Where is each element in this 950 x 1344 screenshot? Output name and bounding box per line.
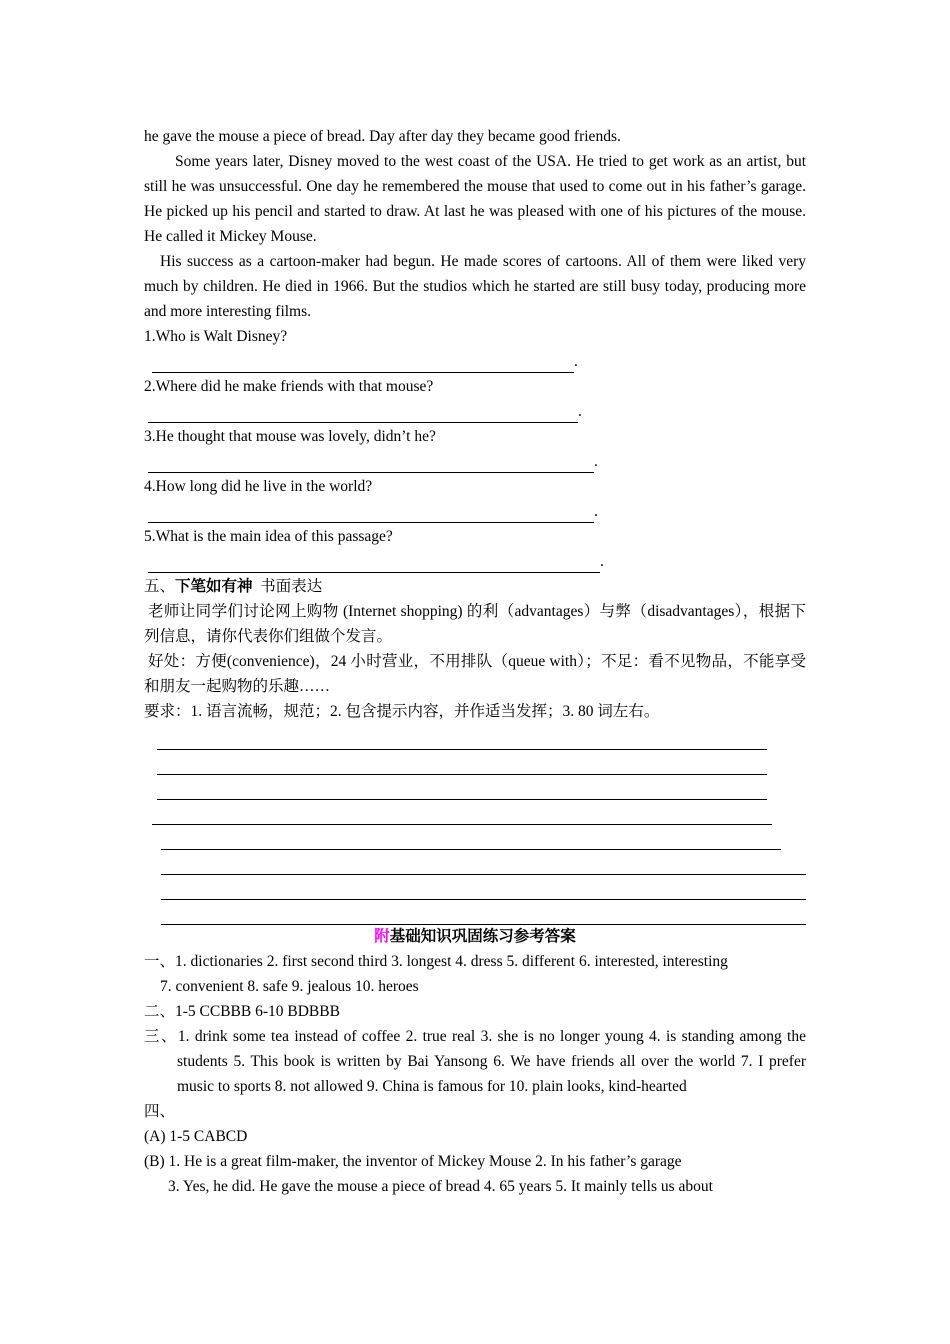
passage-paragraph-2: Some years later, Disney moved to the west coast of the USA. He tried to get work as an artist, but still he was unsuccessful. One day he remembered the mouse that used to come out in his father’s garage. He picked up his pencil and started to draw. At last he was pleased with one of his pictures of the mouse. He called it Mickey Mouse. (144, 153, 806, 245)
answer-blank-5[interactable] (144, 549, 806, 574)
answers-section-1-line-1: 1. dictionaries 2. first second third 3. longest 4. dress 5. different 6. interested, interesting (175, 953, 728, 970)
writing-heading (144, 574, 806, 599)
answers-title-text: 基础知识巩固练习参考答案 (389, 928, 576, 945)
answers-section-1-line-2: 7. convenient 8. safe 9. jealous 10. heroes (160, 978, 419, 995)
answer-blank-2[interactable] (144, 399, 806, 424)
writing-task: 老师让同学们讨论网上购物 (Internet shopping) 的利（advantages）与弊（disadvantages），根据下列信息，请你代表你们组做个发言。 (144, 603, 806, 645)
answers-section-3-label: 三、 (144, 1028, 178, 1045)
answers-section-3 (144, 1024, 806, 1099)
passage-line-1: he gave the mouse a piece of bread. Day after day they became good friends. (144, 128, 621, 145)
writing-heading-rest: 书面表达 (260, 578, 323, 595)
answers-title-prefix: 附 (374, 928, 390, 945)
answers-section-2: 二、1-5 CCBBB 6-10 BDBBB (144, 1003, 340, 1020)
writing-line[interactable] (144, 827, 806, 852)
answers-section-4-a: (A) 1-5 CABCD (144, 1128, 248, 1145)
blank-period: . (594, 453, 598, 470)
question-3: 3.He thought that mouse was lovely, didn’t he? (144, 428, 436, 445)
answers-section-4-b-line-2: 3. Yes, he did. He gave the mouse a piece of bread 4. 65 years 5. It mainly tells us about (168, 1178, 713, 1195)
writing-line[interactable] (144, 802, 806, 827)
blank-period: . (574, 353, 578, 370)
blank-period: . (594, 503, 598, 520)
writing-line[interactable] (144, 877, 806, 902)
writing-requirements: 要求：1. 语言流畅，规范；2. 包含提示内容，并作适当发挥；3. 80 词左右。 (144, 703, 660, 720)
writing-heading-number: 五、 (144, 578, 176, 595)
answers-section-4-label: 四、 (144, 1103, 176, 1120)
writing-line[interactable] (144, 777, 806, 802)
question-2: 2.Where did he make friends with that mouse? (144, 378, 434, 395)
answer-blank-4[interactable] (144, 499, 806, 524)
answers-section-4-b-line-1: (B) 1. He is a great film-maker, the inventor of Mickey Mouse 2. In his father’s garage (144, 1153, 682, 1170)
question-5: 5.What is the main idea of this passage? (144, 528, 393, 545)
document-body (144, 124, 806, 1199)
answer-blank-1[interactable] (144, 349, 806, 374)
writing-heading-bold: 下笔如有神 (175, 578, 253, 595)
answers-section-1-label: 一、 (144, 953, 176, 970)
writing-line[interactable] (144, 852, 806, 877)
question-1: 1.Who is Walt Disney? (144, 328, 288, 345)
passage-paragraph-3: His success as a cartoon-maker had begun. He made scores of cartoons. All of them were liked very much by children. He died in 1966. But the studios which he started are still busy today, producing more and more interesting films. (144, 253, 806, 320)
blank-period: . (578, 403, 582, 420)
answers-section-3-text: 1. drink some tea instead of coffee 2. true real 3. she is no longer young 4. is standing among the students 5. This book is written by Bai Yansong 6. We have friends all over the world 7. I prefer music to sports 8. not allowed 9. China is famous for 10. plain looks, kind-hearted (177, 1028, 806, 1095)
writing-line[interactable] (144, 902, 806, 927)
writing-points: 好处：方便(convenience)，24 小时营业，不用排队（queue with）；不足：看不见物品，不能享受和朋友一起购物的乐趣…… (144, 653, 806, 695)
answers-section-1 (144, 949, 806, 974)
answers-title (144, 924, 806, 949)
answer-blank-3[interactable] (144, 449, 806, 474)
writing-line[interactable] (144, 752, 806, 777)
question-4: 4.How long did he live in the world? (144, 478, 373, 495)
writing-line[interactable] (144, 727, 806, 752)
blank-period: . (600, 553, 604, 570)
